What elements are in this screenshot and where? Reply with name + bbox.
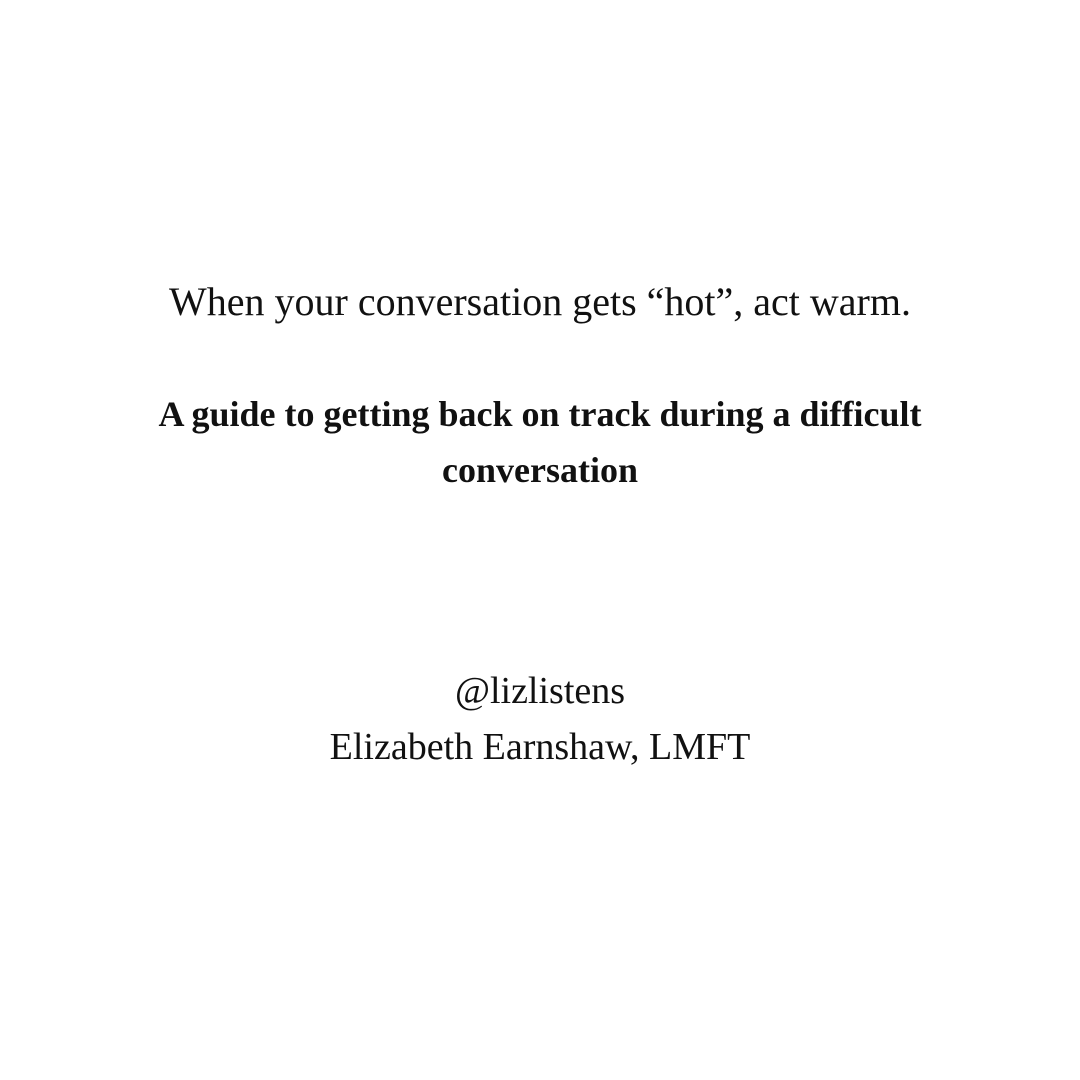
social-handle: @lizlistens xyxy=(454,670,626,712)
headline: When your conversation gets “hot”, act warm. xyxy=(169,279,911,324)
author-credit: Elizabeth Earnshaw, LMFT xyxy=(329,726,751,768)
subtitle: A guide to getting back on track during a difficult conversation xyxy=(158,394,922,490)
